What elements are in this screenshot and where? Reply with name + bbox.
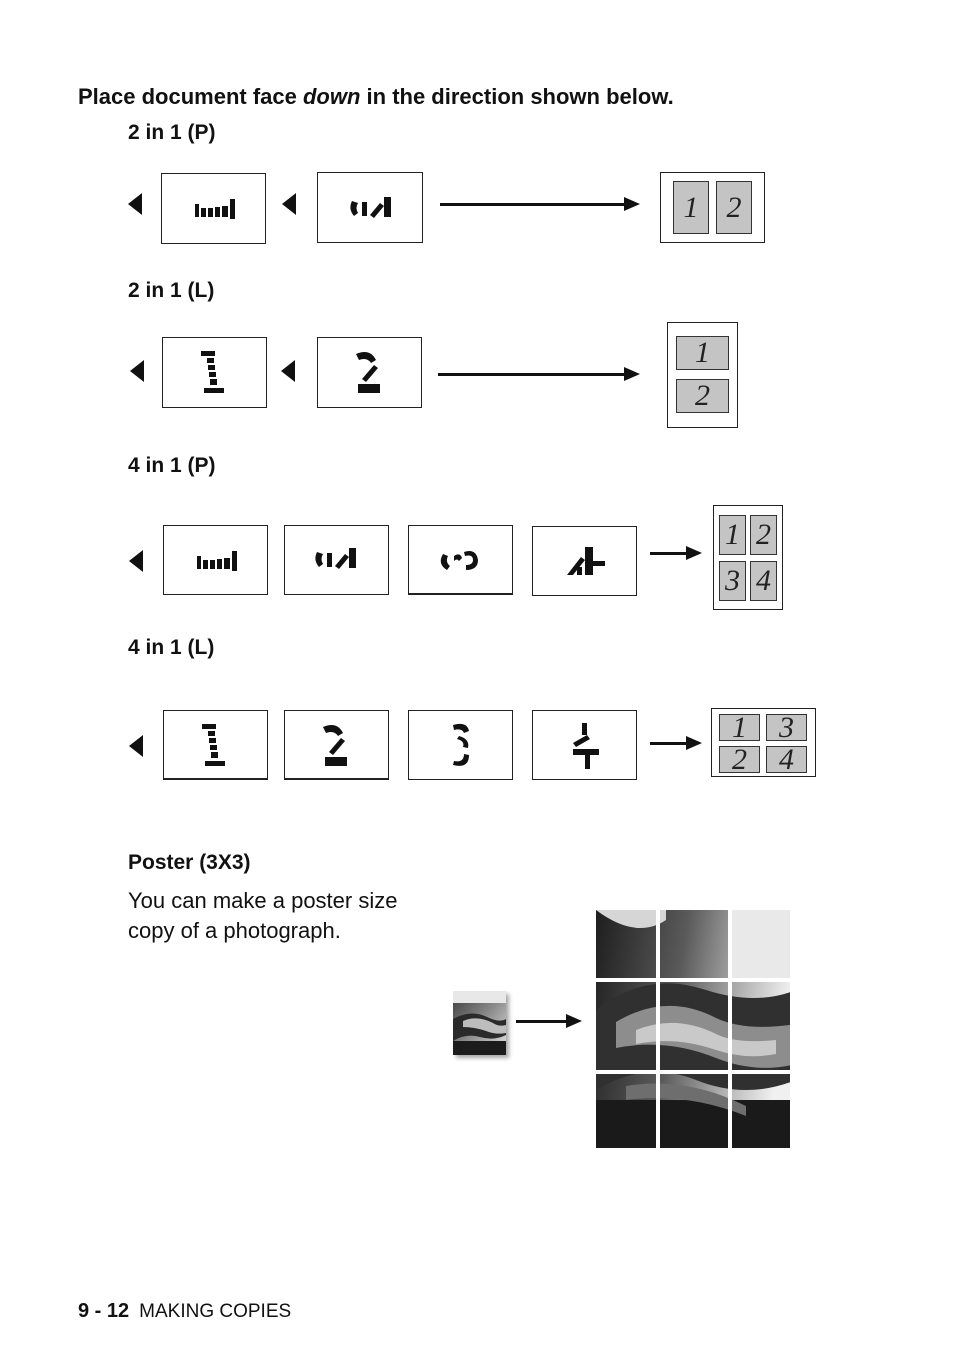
rotated-number-1-icon [162, 174, 265, 243]
arrow-line-icon [516, 1020, 568, 1023]
result-tile: 4 [750, 561, 777, 601]
section-title-poster: Poster (3X3) [128, 851, 251, 874]
result-tile: 1 [719, 714, 760, 741]
rotated-number-2-icon [318, 173, 422, 242]
page-number: 9 - 12 [78, 1300, 130, 1322]
rotated-number-2-icon [318, 338, 421, 407]
document-page-3 [408, 710, 513, 780]
section-title-4in1-l: 4 in 1 (L) [128, 636, 215, 659]
source-photo-handshake [453, 991, 506, 1055]
result-tile: 2 [750, 515, 777, 555]
document-page-3 [408, 525, 513, 595]
arrow-line-icon [438, 373, 626, 376]
result-copy-4in1-p [713, 505, 783, 610]
result-copy-4in1-l [711, 708, 816, 777]
result-tile: 2 [716, 181, 752, 234]
result-tile: 3 [719, 561, 746, 601]
result-tile: 2 [676, 379, 729, 413]
result-tile: 2 [719, 746, 760, 773]
result-copy-2in1-p [660, 172, 765, 243]
feed-direction-arrow-icon [281, 360, 295, 382]
section-title-2in1-p: 2 in 1 (P) [128, 121, 216, 144]
result-tile: 1 [673, 181, 709, 234]
document-page-1 [163, 710, 268, 780]
intro-text-start: Place document face [78, 84, 303, 109]
result-copy-2in1-l [667, 322, 738, 428]
document-page-4 [532, 710, 637, 780]
document-page-2 [317, 172, 423, 243]
footer-section-title: MAKING COPIES [139, 1301, 292, 1322]
rotated-number-1-icon [163, 338, 266, 407]
document-page-2 [317, 337, 422, 408]
page-footer [78, 1300, 291, 1323]
intro-emphasis: down [302, 84, 361, 109]
poster-grid [596, 910, 796, 1152]
document-page-1 [163, 525, 268, 595]
result-tile: 1 [676, 336, 729, 370]
arrow-head-icon [566, 1014, 582, 1028]
feed-direction-arrow-icon [130, 360, 144, 382]
rotated-number-1-icon [164, 711, 267, 778]
section-title-4in1-p: 4 in 1 (P) [128, 454, 216, 477]
rotated-number-4-icon [533, 527, 636, 595]
rotated-number-2-icon [285, 526, 388, 594]
handshake-photo-icon [453, 991, 506, 1055]
handshake-poster-icon [596, 910, 796, 1152]
document-page-1 [161, 173, 266, 244]
result-tile: 4 [766, 746, 807, 773]
document-page-4 [532, 526, 637, 596]
arrow-line-icon [440, 203, 626, 206]
intro-text-end: in the direction shown below. [360, 84, 674, 109]
feed-direction-arrow-icon [129, 735, 143, 757]
arrow-head-icon [624, 197, 640, 211]
result-tile: 1 [719, 515, 746, 555]
document-page-2 [284, 710, 389, 780]
rotated-number-4-icon [533, 711, 636, 779]
arrow-head-icon [686, 736, 702, 750]
arrow-line-icon [650, 742, 688, 745]
arrow-head-icon [624, 367, 640, 381]
arrow-line-icon [650, 552, 688, 555]
rotated-number-3-icon [409, 711, 512, 779]
rotated-number-2-icon [285, 711, 388, 778]
feed-direction-arrow-icon [128, 193, 142, 215]
arrow-head-icon [686, 546, 702, 560]
section-title-2in1-l: 2 in 1 (L) [128, 279, 215, 302]
result-tile: 3 [766, 714, 807, 741]
poster-description: You can make a poster size copy of a photograph. [128, 888, 398, 943]
document-page-2 [284, 525, 389, 595]
rotated-number-1-icon [164, 526, 267, 594]
intro-instruction [78, 84, 674, 110]
feed-direction-arrow-icon [129, 550, 143, 572]
feed-direction-arrow-icon [282, 193, 296, 215]
rotated-number-3-icon [409, 526, 512, 593]
document-page-1 [162, 337, 267, 408]
